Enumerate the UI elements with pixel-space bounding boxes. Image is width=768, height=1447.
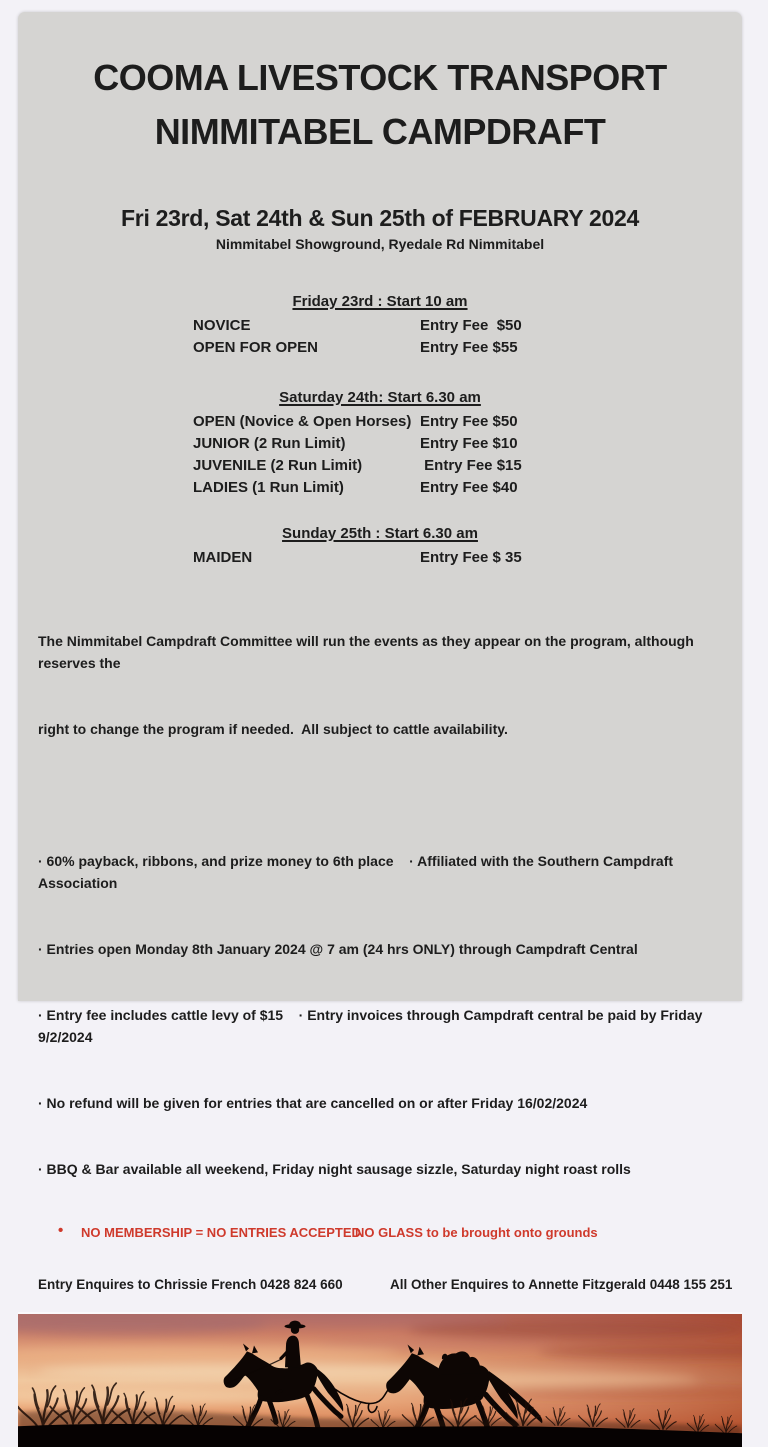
event-row	[18, 411, 742, 433]
other-enquiries-contact: All Other Enquires to Annette Fitzgerald 0448 155 251	[390, 1277, 733, 1292]
event-row	[18, 477, 742, 499]
sunday-events	[18, 547, 742, 569]
event-fee: Entry Fee $50	[420, 317, 522, 334]
event-name: OPEN FOR OPEN	[193, 339, 319, 356]
friday-events	[18, 315, 742, 359]
condition-line: · 60% payback, ribbons, and prize money to 6th place · Affiliated with the Southern Campdraft Association	[38, 853, 677, 891]
sunset-horses-photo	[18, 1312, 742, 1447]
event-fee: Entry Fee $50	[420, 413, 518, 430]
no-membership-warning: NO MEMBERSHIP = NO ENTRIES ACCEPTED	[81, 1225, 361, 1240]
contacts-row	[18, 1276, 742, 1294]
condition-line: · BBQ & Bar available all weekend, Friday night sausage sizzle, Saturday night roast rolls	[38, 1161, 631, 1177]
saturday-heading: Saturday 24th: Start 6.30 am	[279, 389, 481, 406]
event-name: MAIDEN	[193, 549, 253, 566]
event-row	[18, 455, 742, 477]
conditions-list	[18, 806, 742, 1224]
event-fee: Entry Fee $55	[420, 339, 518, 356]
event-fee: Entry Fee $ 35	[420, 549, 522, 566]
event-name: LADIES (1 Run Limit)	[193, 479, 344, 496]
committee-note-line: The Nimmitabel Campdraft Committee will run the events as they appear on the program, although reserves the	[38, 633, 698, 671]
entry-enquiries-contact: Entry Enquires to Chrissie French 0428 824 660	[38, 1277, 343, 1292]
committee-note-line: right to change the program if needed. All subject to cattle availability.	[38, 721, 508, 737]
event-dates: Fri 23rd, Sat 24th & Sun 25th of FEBRUARY 2024	[121, 205, 639, 231]
condition-line: · No refund will be given for entries that are cancelled on or after Friday 16/02/2024	[38, 1095, 588, 1111]
event-name: JUNIOR (2 Run Limit)	[193, 435, 346, 452]
event-row	[18, 315, 742, 337]
saturday-events	[18, 411, 742, 499]
bullet-icon: •	[58, 1222, 64, 1239]
event-row	[18, 433, 742, 455]
condition-line: · Entries open Monday 8th January 2024 @ 7 am (24 hrs ONLY) through Campdraft Central	[38, 941, 638, 957]
friday-heading: Friday 23rd : Start 10 am	[292, 293, 468, 310]
title-line-1: COOMA LIVESTOCK TRANSPORT	[93, 57, 667, 98]
event-name: JUVENILE (2 Run Limit)	[193, 457, 363, 474]
no-glass-warning: NO GLASS to be brought onto grounds	[355, 1225, 598, 1240]
event-fee: Entry Fee $10	[420, 435, 518, 452]
event-venue: Nimmitabel Showground, Ryedale Rd Nimmitabel	[215, 236, 545, 252]
event-name: NOVICE	[193, 317, 251, 334]
event-fee: Entry Fee $15	[420, 457, 522, 474]
flyer-title	[18, 51, 742, 159]
title-line-2: NIMMITABEL CAMPDRAFT	[154, 111, 606, 152]
flyer-page	[18, 12, 742, 1292]
red-warning-line	[18, 1224, 742, 1242]
condition-line: · Entry fee includes cattle levy of $15 · Entry invoices through Campdraft central be paid by Friday 9/2/2024	[38, 1007, 707, 1045]
event-fee: Entry Fee $40	[420, 479, 518, 496]
event-row	[18, 337, 742, 359]
committee-note	[18, 586, 742, 784]
sunday-heading: Sunday 25th : Start 6.30 am	[282, 525, 478, 542]
event-row	[18, 547, 742, 569]
event-name: OPEN (Novice & Open Horses)	[193, 413, 412, 430]
